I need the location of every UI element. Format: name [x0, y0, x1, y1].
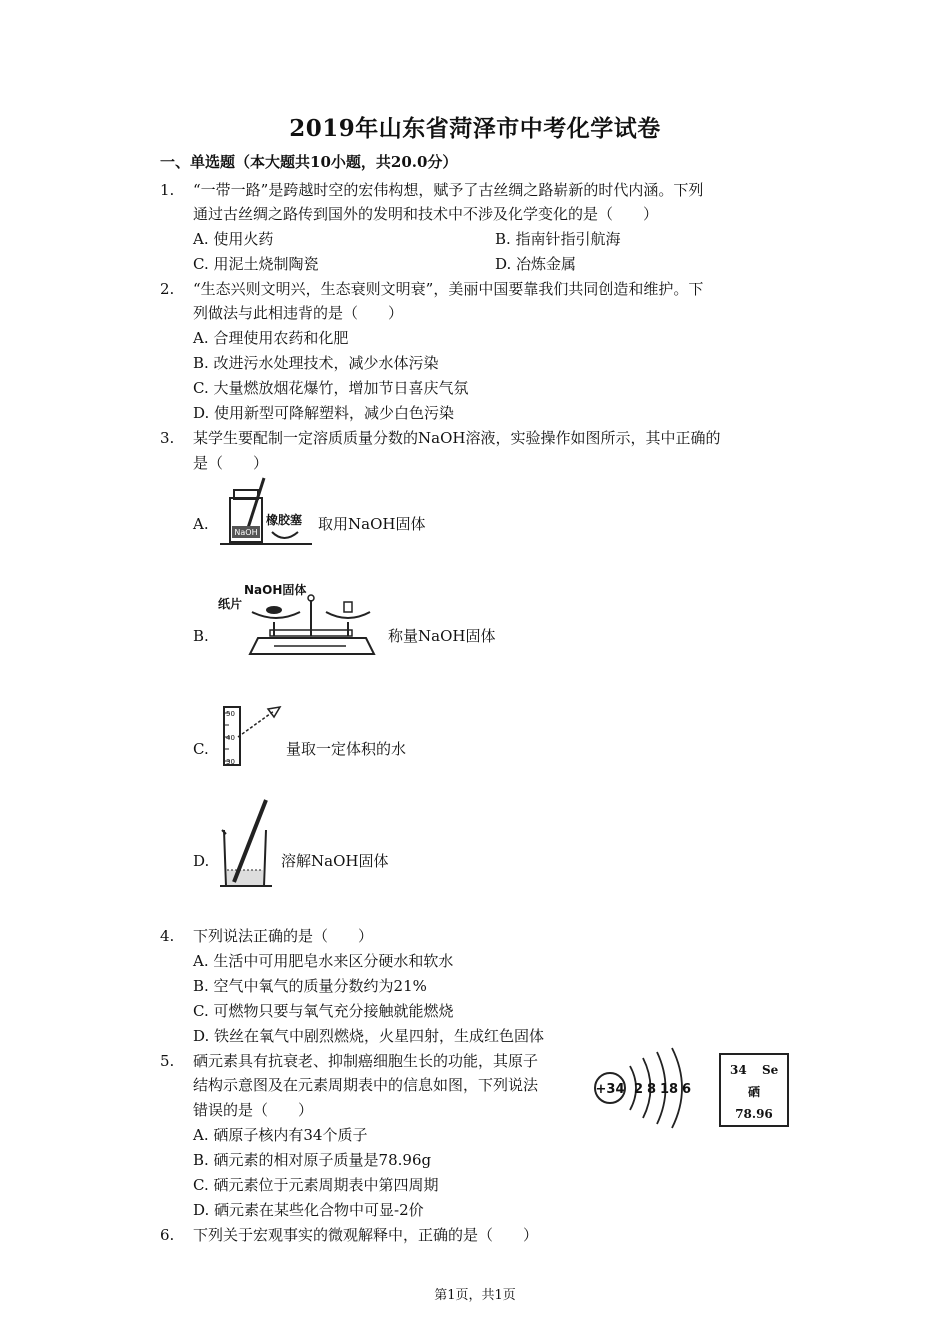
option-b: B. 空气中氧气的质量分数约为21%: [193, 977, 427, 995]
scale-30: 30: [226, 758, 235, 766]
option-caption: 称量NaOH固体: [388, 627, 496, 645]
atom-structure-diagram: [590, 1046, 698, 1130]
atomic-mass: 78.96: [735, 1107, 773, 1121]
nucleus-charge: +34: [595, 1082, 625, 1097]
option-b: B. 指南针指引航海: [495, 230, 621, 248]
naoh-label: NaOH固体: [244, 583, 307, 597]
option-c: C. 大量燃放烟花爆竹，增加节日喜庆气氛: [193, 379, 469, 397]
scale-50: 50: [226, 710, 235, 718]
paper-label: 纸片: [218, 597, 243, 611]
question-text: 硒元素具有抗衰老、抑制癌细胞生长的功能，其原子: [193, 1052, 539, 1070]
question-number: 3.: [160, 429, 175, 447]
option-d: D. 使用新型可降解塑料，减少白色污染: [193, 404, 455, 422]
option-caption: 量取一定体积的水: [286, 740, 407, 758]
scale-40: 40: [226, 734, 235, 742]
question-text: 结构示意图及在元素周期表中的信息如图，下列说法: [193, 1076, 539, 1094]
shell-3: 18: [660, 1082, 679, 1097]
question-number: 5.: [160, 1052, 175, 1070]
option-label: D.: [193, 852, 210, 870]
question-text: 下列说法正确的是（ ）: [193, 927, 374, 945]
option-caption: 溶解NaOH固体: [281, 852, 389, 870]
shell-2: 8: [647, 1082, 657, 1097]
reagent-bottle-figure: [218, 476, 314, 552]
shell-1: 2: [634, 1082, 644, 1097]
option-label: A.: [193, 515, 209, 533]
question-text: “生态兴则文明兴，生态衰则文明衰”，美丽中国要靠我们共同创造和维护。下: [193, 280, 704, 298]
graduated-cylinder-figure: [218, 703, 284, 769]
option-label: B.: [193, 627, 209, 645]
option-a: A. 生活中可用肥皂水来区分硬水和软水: [193, 952, 454, 970]
option-a: A. 使用火药: [193, 230, 274, 248]
option-d: D. 铁丝在氧气中剧烈燃烧，火星四射，生成红色固体: [193, 1027, 545, 1045]
option-c: C. 用泥土烧制陶瓷: [193, 255, 319, 273]
option-c: C. 可燃物只要与氧气充分接触就能燃烧: [193, 1002, 454, 1020]
page-title: 2019年山东省菏泽市中考化学试卷: [289, 115, 661, 142]
question-number: 6.: [160, 1226, 175, 1244]
beaker-stirring-figure: [218, 794, 274, 890]
shell-4: 6: [682, 1082, 692, 1097]
option-label: C.: [193, 740, 209, 758]
question-number: 2.: [160, 280, 175, 298]
question-text: 是（ ）: [193, 454, 269, 472]
option-d: D. 冶炼金属: [495, 255, 577, 273]
question-text: 通过古丝绸之路传到国外的发明和技术中不涉及化学变化的是（ ）: [193, 205, 659, 223]
question-text: 错误的是（ ）: [193, 1101, 314, 1119]
option-a: A. 合理使用农药和化肥: [193, 329, 349, 347]
option-a: A. 硒原子核内有34个质子: [193, 1126, 368, 1144]
question-number: 1.: [160, 181, 175, 199]
element-symbol: Se: [762, 1063, 779, 1077]
question-text: 列做法与此相违背的是（ ）: [193, 304, 404, 322]
question-text: 下列关于宏观事实的微观解释中，正确的是（ ）: [193, 1226, 539, 1244]
bottle-label: NaOH: [234, 528, 258, 537]
option-b: B. 改进污水处理技术，减少水体污染: [193, 354, 439, 372]
atomic-number: 34: [730, 1063, 747, 1077]
question-text: 某学生要配制一定溶质质量分数的NaOH溶液，实验操作如图所示，其中正确的: [193, 429, 721, 447]
element-cell: [718, 1052, 790, 1128]
section-heading: 一、单选题（本大题共10小题，共20.0分）: [160, 153, 458, 171]
question-text: “一带一路”是跨越时空的宏伟构想，赋予了古丝绸之路崭新的时代内涵。下列: [193, 181, 704, 199]
question-number: 4.: [160, 927, 175, 945]
option-b: B. 硒元素的相对原子质量是78.96g: [193, 1151, 432, 1169]
option-caption: 取用NaOH固体: [318, 515, 426, 533]
balance-figure: [214, 578, 384, 664]
stopper-label: 橡胶塞: [266, 513, 303, 527]
element-name: 硒: [747, 1085, 761, 1099]
page-footer: 第1页，共1页: [434, 1288, 516, 1303]
option-c: C. 硒元素位于元素周期表中第四周期: [193, 1176, 439, 1194]
option-d: D. 硒元素在某些化合物中可显-2价: [193, 1201, 424, 1219]
